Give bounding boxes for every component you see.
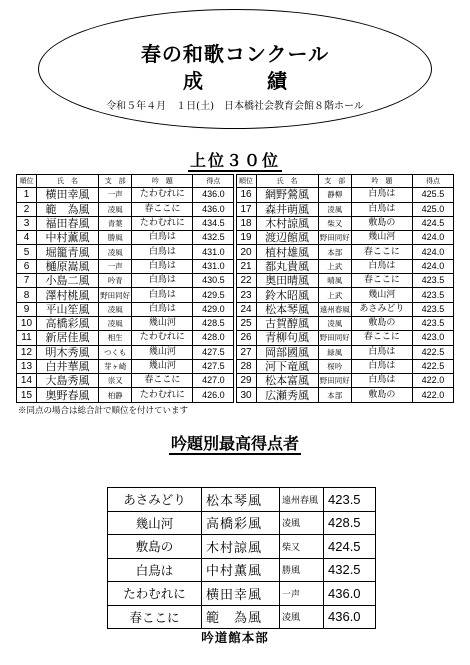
rank-cell: 16 bbox=[236, 188, 256, 202]
score-cell: 429.0 bbox=[193, 302, 234, 316]
col-branch: 支 部 bbox=[99, 175, 132, 188]
name-cell: 河下竜風 bbox=[256, 359, 318, 373]
name-cell: 堀籠青風 bbox=[36, 245, 98, 259]
branch-cell: つくも bbox=[99, 345, 132, 359]
table-row bbox=[17, 231, 454, 245]
rank-cell: 18 bbox=[236, 216, 256, 230]
best-theme-cell: 敷島の bbox=[108, 535, 202, 559]
score-cell: 436.0 bbox=[193, 202, 234, 216]
page-subtitle: 成 績 bbox=[183, 69, 309, 93]
name-cell: 小島二風 bbox=[36, 274, 98, 288]
best-section-title: 吟題別最高得点者 bbox=[170, 434, 299, 453]
score-cell: 423.0 bbox=[412, 331, 453, 345]
name-cell: 範 為風 bbox=[36, 202, 98, 216]
theme-cell: 幾山河 bbox=[351, 231, 412, 245]
name-cell: 奥野春風 bbox=[36, 388, 98, 402]
theme-cell: 幾山河 bbox=[351, 288, 412, 302]
ranking-footnote: ※同点の場合は総合計で順位を付けています bbox=[18, 406, 189, 416]
best-branch-cell: 凌風 bbox=[280, 605, 324, 629]
branch-cell: 凌風 bbox=[99, 245, 132, 259]
branch-cell: 一声 bbox=[99, 188, 132, 202]
best-theme-cell: あさみどり bbox=[108, 488, 202, 512]
name-cell: 澤村桃風 bbox=[36, 288, 98, 302]
rank-cell: 8 bbox=[17, 288, 37, 302]
col-rank: 順位 bbox=[17, 175, 37, 188]
name-cell: 奥田晴風 bbox=[256, 274, 318, 288]
best-score-cell: 432.5 bbox=[324, 558, 376, 582]
branch-cell: 凌風 bbox=[318, 202, 351, 216]
name-cell: 古賀醇風 bbox=[256, 316, 318, 330]
ranking-section-title: 上位３０位 bbox=[189, 151, 280, 170]
rank-cell: 7 bbox=[17, 274, 37, 288]
theme-cell: たわむれに bbox=[132, 388, 193, 402]
branch-cell: 野田同好 bbox=[318, 331, 351, 345]
name-cell: 福田春風 bbox=[36, 216, 98, 230]
theme-cell: たわむれに bbox=[132, 188, 193, 202]
best-score-cell: 423.5 bbox=[324, 488, 376, 512]
branch-cell: 上武 bbox=[318, 288, 351, 302]
rank-cell: 1 bbox=[17, 188, 37, 202]
col-theme: 吟 題 bbox=[351, 175, 412, 188]
rank-cell: 27 bbox=[236, 345, 256, 359]
rank-cell: 23 bbox=[236, 288, 256, 302]
best-name-cell: 木村諒風 bbox=[202, 535, 280, 559]
theme-cell: たわむれに bbox=[132, 331, 193, 345]
score-cell: 427.5 bbox=[193, 359, 234, 373]
table-row bbox=[17, 388, 454, 402]
name-cell: 木村諒風 bbox=[256, 216, 318, 230]
branch-cell: 凌風 bbox=[99, 316, 132, 330]
branch-cell: 緑風 bbox=[318, 345, 351, 359]
rank-cell: 13 bbox=[17, 359, 37, 373]
rank-cell: 29 bbox=[236, 374, 256, 388]
rank-cell: 24 bbox=[236, 302, 256, 316]
col-name: 氏 名 bbox=[256, 175, 318, 188]
rank-cell: 2 bbox=[17, 202, 37, 216]
table-row bbox=[17, 331, 454, 345]
name-cell: 青柳句風 bbox=[256, 331, 318, 345]
name-cell: 松本琴風 bbox=[256, 302, 318, 316]
theme-cell: 白鳥は bbox=[351, 374, 412, 388]
name-cell: 白井華風 bbox=[36, 359, 98, 373]
theme-cell: 白鳥は bbox=[132, 288, 193, 302]
name-cell: 平山笙風 bbox=[36, 302, 98, 316]
score-cell: 422.5 bbox=[412, 359, 453, 373]
score-cell: 423.5 bbox=[412, 288, 453, 302]
rank-cell: 9 bbox=[17, 302, 37, 316]
table-row bbox=[17, 345, 454, 359]
table-row bbox=[17, 274, 454, 288]
name-cell: 明木秀風 bbox=[36, 345, 98, 359]
theme-cell: 白鳥は bbox=[132, 259, 193, 273]
name-cell: 広瀬秀風 bbox=[256, 388, 318, 402]
rank-cell: 10 bbox=[17, 316, 37, 330]
name-cell: 渡辺館風 bbox=[256, 231, 318, 245]
col-score: 得点 bbox=[193, 175, 234, 188]
best-score-cell: 436.0 bbox=[324, 582, 376, 606]
score-cell: 427.5 bbox=[193, 345, 234, 359]
best-theme-cell: 春ここに bbox=[108, 605, 202, 629]
rank-cell: 5 bbox=[17, 245, 37, 259]
best-name-cell: 松本琴風 bbox=[202, 488, 280, 512]
score-cell: 423.5 bbox=[412, 274, 453, 288]
best-row bbox=[108, 511, 376, 535]
name-cell: 中村薫風 bbox=[36, 231, 98, 245]
name-cell: 新居佳風 bbox=[36, 331, 98, 345]
table-row bbox=[17, 316, 454, 330]
rank-cell: 25 bbox=[236, 316, 256, 330]
best-branch-cell: 凌風 bbox=[280, 511, 324, 535]
name-cell: 高橋彩風 bbox=[36, 316, 98, 330]
table-row bbox=[17, 302, 454, 316]
best-branch-cell: 柴又 bbox=[280, 535, 324, 559]
score-cell: 428.0 bbox=[193, 331, 234, 345]
rank-cell: 4 bbox=[17, 231, 37, 245]
theme-cell: 白鳥は bbox=[351, 345, 412, 359]
branch-cell: 本部 bbox=[318, 245, 351, 259]
table-row bbox=[17, 259, 454, 273]
name-cell: 植村雄風 bbox=[256, 245, 318, 259]
table-row bbox=[17, 202, 454, 216]
branch-cell: 青葉 bbox=[99, 216, 132, 230]
theme-cell: 白鳥は bbox=[132, 302, 193, 316]
score-cell: 423.5 bbox=[412, 302, 453, 316]
best-table bbox=[107, 487, 376, 629]
name-cell: 横田幸風 bbox=[36, 188, 98, 202]
score-cell: 427.0 bbox=[193, 374, 234, 388]
rank-cell: 28 bbox=[236, 359, 256, 373]
best-score-cell: 436.0 bbox=[324, 605, 376, 629]
theme-cell: 春ここに bbox=[351, 274, 412, 288]
col-branch: 支 部 bbox=[318, 175, 351, 188]
name-cell: 岡部國風 bbox=[256, 345, 318, 359]
name-cell: 都丸貴風 bbox=[256, 259, 318, 273]
rank-cell: 26 bbox=[236, 331, 256, 345]
branch-cell: 上武 bbox=[318, 259, 351, 273]
best-theme-cell: 幾山河 bbox=[108, 511, 202, 535]
name-cell: 鈴木昭風 bbox=[256, 288, 318, 302]
branch-cell: 凌風 bbox=[99, 202, 132, 216]
branch-cell: 野田同好 bbox=[99, 288, 132, 302]
rank-cell: 15 bbox=[17, 388, 37, 402]
best-theme-cell: 白鳥は bbox=[108, 558, 202, 582]
table-row bbox=[17, 188, 454, 202]
branch-cell: 一声 bbox=[99, 259, 132, 273]
theme-cell: 春ここに bbox=[351, 331, 412, 345]
name-cell: 大島秀風 bbox=[36, 374, 98, 388]
rank-cell: 17 bbox=[236, 202, 256, 216]
date-venue: 令和５年４月 １日(土) 日本橋社会教育会館８階ホール bbox=[106, 101, 364, 112]
col-score: 得点 bbox=[412, 175, 453, 188]
score-cell: 436.0 bbox=[193, 188, 234, 202]
score-cell: 425.5 bbox=[412, 188, 453, 202]
branch-cell: 静柳 bbox=[318, 188, 351, 202]
branch-cell: 凌風 bbox=[318, 316, 351, 330]
name-cell: 森井萌風 bbox=[256, 202, 318, 216]
theme-cell: あさみどり bbox=[351, 302, 412, 316]
best-name-cell: 中村薫風 bbox=[202, 558, 280, 582]
best-row bbox=[108, 558, 376, 582]
organization-name: 吟道館本部 bbox=[201, 630, 269, 645]
best-row bbox=[108, 488, 376, 512]
score-cell: 422.0 bbox=[412, 388, 453, 402]
table-row bbox=[17, 359, 454, 373]
best-branch-cell: 勝風 bbox=[280, 558, 324, 582]
col-theme: 吟 題 bbox=[132, 175, 193, 188]
col-name: 氏 名 bbox=[36, 175, 98, 188]
theme-cell: 幾山河 bbox=[132, 316, 193, 330]
branch-cell: 野田同好 bbox=[318, 231, 351, 245]
rank-cell: 30 bbox=[236, 388, 256, 402]
branch-cell: 晴風 bbox=[318, 274, 351, 288]
theme-cell: 白鳥は bbox=[351, 202, 412, 216]
score-cell: 431.0 bbox=[193, 245, 234, 259]
score-cell: 430.5 bbox=[193, 274, 234, 288]
branch-cell: 本部 bbox=[318, 388, 351, 402]
rank-cell: 20 bbox=[236, 245, 256, 259]
score-cell: 429.5 bbox=[193, 288, 234, 302]
best-name-cell: 高橋彩風 bbox=[202, 511, 280, 535]
theme-cell: 幾山河 bbox=[132, 345, 193, 359]
col-rank: 順位 bbox=[236, 175, 256, 188]
rank-cell: 22 bbox=[236, 274, 256, 288]
best-score-cell: 424.5 bbox=[324, 535, 376, 559]
score-cell: 425.0 bbox=[412, 202, 453, 216]
table-row bbox=[17, 288, 454, 302]
name-cell: 樋原嵩風 bbox=[36, 259, 98, 273]
theme-cell: 敷島の bbox=[351, 316, 412, 330]
theme-cell: 白鳥は bbox=[351, 188, 412, 202]
branch-cell: 凌風 bbox=[99, 302, 132, 316]
ranking-header-row bbox=[17, 175, 454, 188]
best-row bbox=[108, 582, 376, 606]
branch-cell: 芽ヶ崎 bbox=[99, 359, 132, 373]
best-branch-cell: 一声 bbox=[280, 582, 324, 606]
name-cell: 網野鶯風 bbox=[256, 188, 318, 202]
rank-cell: 19 bbox=[236, 231, 256, 245]
branch-cell: 相生 bbox=[99, 331, 132, 345]
branch-cell: 柏静 bbox=[99, 388, 132, 402]
ranking-table bbox=[16, 174, 454, 403]
score-cell: 422.5 bbox=[412, 345, 453, 359]
best-row bbox=[108, 605, 376, 629]
theme-cell: 白鳥は bbox=[351, 259, 412, 273]
branch-cell: 崇又 bbox=[99, 374, 132, 388]
score-cell: 422.0 bbox=[412, 374, 453, 388]
rank-cell: 14 bbox=[17, 374, 37, 388]
best-branch-cell: 遠州春風 bbox=[280, 488, 324, 512]
theme-cell: 春ここに bbox=[132, 202, 193, 216]
best-score-cell: 428.5 bbox=[324, 511, 376, 535]
page-title: 春の和歌コンクール bbox=[140, 42, 330, 66]
rank-cell: 6 bbox=[17, 259, 37, 273]
branch-cell: 遠州春風 bbox=[318, 302, 351, 316]
theme-cell: 白鳥は bbox=[132, 231, 193, 245]
score-cell: 424.0 bbox=[412, 231, 453, 245]
theme-cell: 敷島の bbox=[351, 388, 412, 402]
rank-cell: 3 bbox=[17, 216, 37, 230]
score-cell: 424.0 bbox=[412, 245, 453, 259]
theme-cell: 幾山河 bbox=[132, 359, 193, 373]
table-row bbox=[17, 374, 454, 388]
score-cell: 424.5 bbox=[412, 216, 453, 230]
branch-cell: 吟青 bbox=[99, 274, 132, 288]
branch-cell: 勝風 bbox=[99, 231, 132, 245]
branch-cell: 野田同好 bbox=[318, 374, 351, 388]
branch-cell: 桜吟 bbox=[318, 359, 351, 373]
name-cell: 松本富風 bbox=[256, 374, 318, 388]
table-row bbox=[17, 216, 454, 230]
branch-cell: 柴又 bbox=[318, 216, 351, 230]
best-theme-cell: たわむれに bbox=[108, 582, 202, 606]
score-cell: 426.0 bbox=[193, 388, 234, 402]
best-name-cell: 横田幸風 bbox=[202, 582, 280, 606]
theme-cell: 白鳥は bbox=[132, 245, 193, 259]
theme-cell: 春ここに bbox=[132, 374, 193, 388]
rank-cell: 12 bbox=[17, 345, 37, 359]
score-cell: 424.0 bbox=[412, 259, 453, 273]
theme-cell: 春ここに bbox=[351, 245, 412, 259]
theme-cell: 白鳥は bbox=[351, 359, 412, 373]
rank-cell: 21 bbox=[236, 259, 256, 273]
best-row bbox=[108, 535, 376, 559]
theme-cell: たわむれに bbox=[132, 216, 193, 230]
score-cell: 432.5 bbox=[193, 231, 234, 245]
theme-cell: 敷島の bbox=[351, 216, 412, 230]
theme-cell: 白鳥は bbox=[132, 274, 193, 288]
rank-cell: 11 bbox=[17, 331, 37, 345]
score-cell: 428.5 bbox=[193, 316, 234, 330]
score-cell: 434.5 bbox=[193, 216, 234, 230]
score-cell: 431.0 bbox=[193, 259, 234, 273]
table-row bbox=[17, 245, 454, 259]
best-name-cell: 範 為風 bbox=[202, 605, 280, 629]
score-cell: 423.5 bbox=[412, 316, 453, 330]
